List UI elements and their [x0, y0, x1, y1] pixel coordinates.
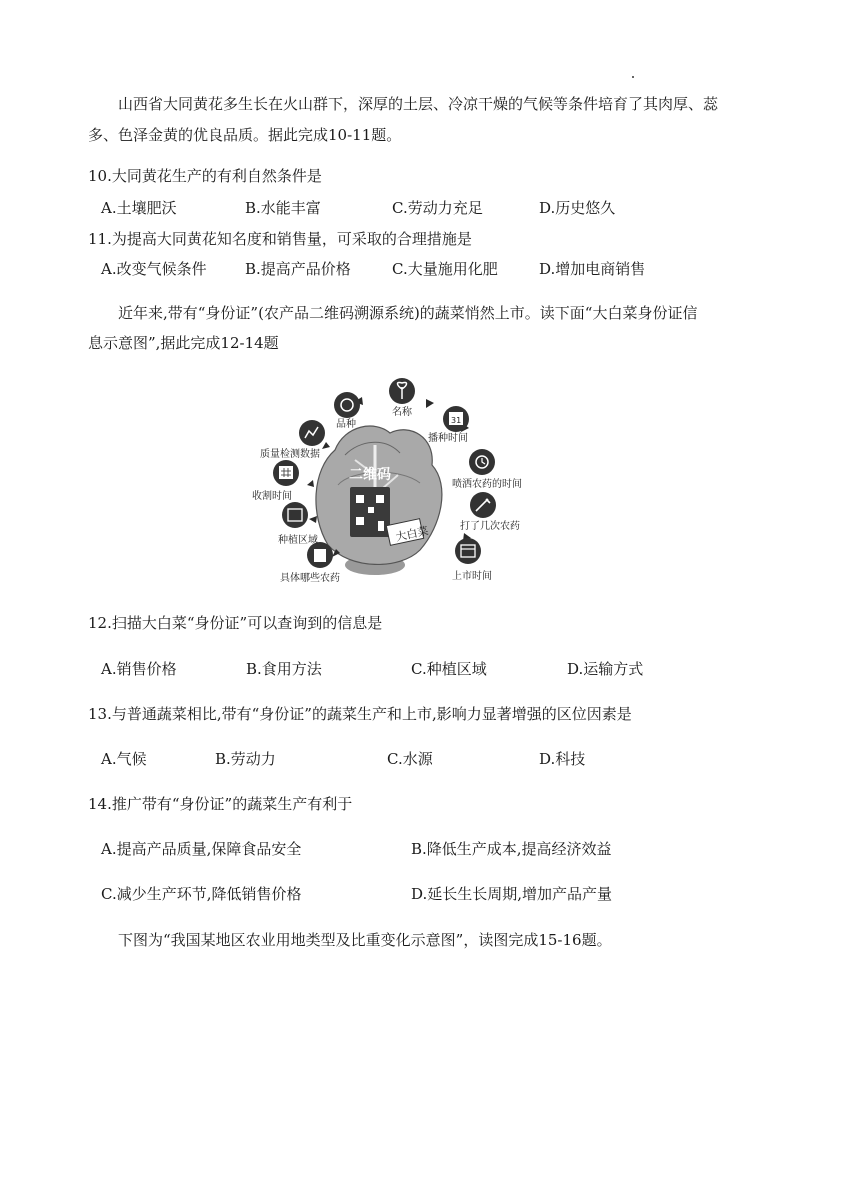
- label-pesticide: 具体哪些农药: [280, 573, 340, 584]
- q13-option-a[interactable]: A.气候: [101, 750, 147, 768]
- question-12-stem: 12.扫描大白菜“身份证”可以查询到的信息是: [88, 614, 383, 632]
- question-13-stem: 13.与普通蔬菜相比,带有“身份证”的蔬菜生产和上市,影响力显著增强的区位因素是: [88, 705, 632, 723]
- q14-option-d[interactable]: D.延长生长周期,增加产品产量: [411, 885, 613, 903]
- field-region-icon: [282, 502, 308, 528]
- intro3-line: 下图为“我国某地区农业用地类型及比重变化示意图”，读图完成15-16题。: [118, 931, 612, 949]
- q11-option-c[interactable]: C.大量施用化肥: [392, 260, 498, 278]
- q10-option-c[interactable]: C.劳动力充足: [392, 199, 483, 217]
- quality-chart-icon: [299, 420, 325, 446]
- cabbage-id-diagram: [250, 375, 580, 590]
- label-region: 种植区域: [278, 535, 318, 546]
- market-calendar-icon: [455, 538, 481, 564]
- sprayer-icon: [470, 492, 496, 518]
- q11-option-a[interactable]: A.改变气候条件: [101, 260, 207, 278]
- q13-option-d[interactable]: D.科技: [539, 750, 586, 768]
- label-spray-time: 喷洒农药的时间: [452, 479, 522, 490]
- plant-name-icon: [389, 378, 415, 404]
- q11-option-b[interactable]: B.提高产品价格: [245, 260, 351, 278]
- question-14-stem: 14.推广带有“身份证”的蔬菜生产有利于: [88, 795, 353, 813]
- label-variety: 品种: [336, 419, 356, 430]
- q12-option-a[interactable]: A.销售价格: [101, 660, 177, 678]
- q13-option-c[interactable]: C.水源: [387, 750, 433, 768]
- q14-option-c[interactable]: C.减少生产环节,降低销售价格: [101, 885, 302, 903]
- q10-option-d[interactable]: D.历史悠久: [539, 199, 616, 217]
- label-market-time: 上市时间: [452, 571, 492, 582]
- label-quality-data: 质量检测数据: [260, 449, 320, 460]
- label-spray-count: 打了几次农药: [460, 521, 520, 532]
- label-sowing-time: 播种时间: [428, 433, 468, 444]
- q12-option-b[interactable]: B.食用方法: [246, 660, 322, 678]
- scan-speck: [632, 76, 634, 78]
- q10-option-a[interactable]: A.土壤肥沃: [101, 199, 177, 217]
- intro1-line1: 山西省大同黄花多生长在火山群下，深厚的土层、冷凉干燥的气候等条件培育了其肉厚、蕊: [118, 95, 719, 113]
- q11-option-d[interactable]: D.增加电商销售: [539, 260, 646, 278]
- label-harvest-time: 收割时间: [252, 491, 292, 502]
- harvest-calendar-icon: [273, 460, 299, 486]
- intro2-line2: 息示意图”,据此完成12-14题: [88, 334, 279, 352]
- question-11-stem: 11.为提高大同黄花知名度和销售量，可采取的合理措施是: [88, 230, 472, 248]
- q14-option-b[interactable]: B.降低生产成本,提高经济效益: [411, 840, 612, 858]
- question-10-stem: 10.大同黄花生产的有利自然条件是: [88, 167, 322, 185]
- q13-option-b[interactable]: B.劳动力: [215, 750, 276, 768]
- leaf-variety-icon: [334, 392, 360, 418]
- calendar-number: 31: [451, 416, 462, 425]
- q12-option-d[interactable]: D.运输方式: [567, 660, 644, 678]
- calendar-icon: [443, 406, 469, 432]
- intro1-line2: 多、色泽金黄的优良品质。据此完成10-11题。: [88, 126, 402, 144]
- label-name: 名称: [392, 407, 412, 418]
- cabbage-tag-label: 大白菜: [394, 524, 430, 544]
- q14-option-a[interactable]: A.提高产品质量,保障食品安全: [101, 840, 302, 858]
- qr-code-label: 二维码: [349, 467, 391, 483]
- q10-option-b[interactable]: B.水能丰富: [245, 199, 321, 217]
- intro2-line1: 近年来,带有“身份证”(农产品二维码溯源系统)的蔬菜悄然上市。读下面“大白菜身份证信: [118, 304, 698, 322]
- clock-icon: [469, 449, 495, 475]
- q12-option-c[interactable]: C.种植区域: [411, 660, 487, 678]
